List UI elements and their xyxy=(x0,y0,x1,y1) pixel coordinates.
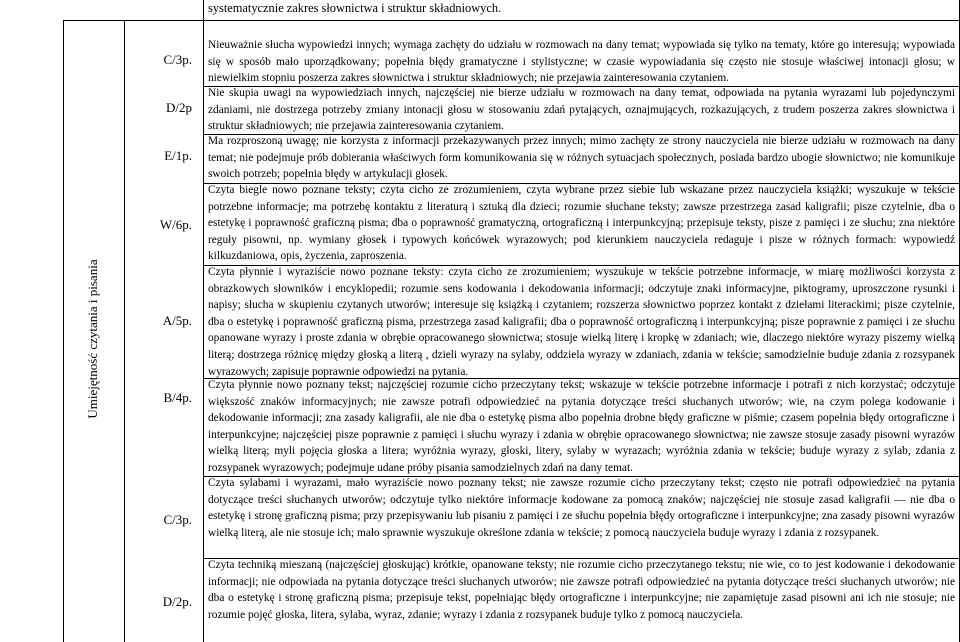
table-border xyxy=(124,20,125,642)
grade-description: Ma rozproszoną uwagę; nie korzysta z informacji przekazywanych przez innych; mimo zachęty ze strony nauczyciela nie bierze udziału w rozmowach na dany temat; nie podejmuje prób dobierania właściwych form komunikowania się w różnych sytuacjach społecznych, posiada bardzo ubogie słownictwo; nie komunikuje swoich potrzeb; popełnia błędy w artykulacji głosek. xyxy=(208,135,955,181)
grade-label: A/5p. xyxy=(162,313,192,328)
grade-description: Czyta sylabami i wyrazami, mało wyraziście nowo poznany tekst; nie zawsze rozumie cicho przeczytany tekst; często nie potrafi odpowiedzieć na pytania dotyczące treści słuchanych utworów; odczytuje tylko niektóre informacje kodowane za pomocą znaków; najczęściej nie stosuje zasad kaligrafii — nie dba o estetykę i stronę graficzną pisma; przy przepisywaniu lub pisaniu z pamięci i ze słuchu popełnia błędy ortograficzne i interpunkcyjne; zna zasady pisowni wyrazów wielką literą, ale nie stosuje ich; mało sprawnie wyszukuje określone zdania w tekście; z pomocą nauczyciela buduje wyrazy i zdania z rozsypanek. xyxy=(208,477,955,539)
grade-description: Czyta płynnie nowo poznany tekst; najczęściej rozumie cicho przeczytany tekst; wskazuje w tekście potrzebne informacje i potrafi z nich korzystać; odczytuje większość znaków informacyjnych; nie zawsze potrafi odpowiedzieć na pytania dotyczące treści słuchanych utworów; wie, na czym polega kodowanie i dekodowanie informacji; zna zasady kaligrafii, ale nie dba o estetykę pisma albo popełnia drobne błędy graficzne w piśmie; czasem popełnia błędy ortograficzne i interpunkcyjne; najczęściej pisze poprawnie z pamięci i słuchu wyrazy i zdania w obrębie opracowanego słownictwa; nie zawsze stosuje zasady pisowni wyrazów wielką literą; myli pojęcia głoska a litera; wyróżnia wyrazy, głoski, litery, sylaby w wyrazach; wyróżnia zdania w tekście; buduje wyrazy z sylab, zdania z rozsypanek wyrazowych; podejmuje udane próby pisania samodzielnych zdań na dany temat. xyxy=(208,379,955,474)
table-border xyxy=(203,0,204,642)
grade-label: W/6p. xyxy=(159,217,192,232)
grade-label: E/1p. xyxy=(164,148,192,163)
section-label-cell xyxy=(63,20,123,642)
grade-description: Czyta płynnie i wyraziście nowo poznane teksty: czyta cicho ze zrozumieniem; wyszukuje w tekście potrzebne informacje, w miarę możliwości korzysta z obrazkowych słowników i encyklopedii; rozumie sens kodowania i dekodowania informacji; odczytuje znaki informacyjne, piktogramy, uproszczone rysunki i napisy; słucha w skupieniu czytanych utworów; interesuje się książką i czytaniem; rozszerza słownictwo poprzez kontakt z dziełami literackimi; pisze czytelnie, dba o estetykę i poprawność graficzną pisma, przestrzega zasad kaligrafii; dba o poprawność ortograficzną i interpunkcyjną; pisze poprawnie z pamięci i ze słuchu opanowane wyrazy i proste zdania w obrębie opracowanego słownictwa; stosuje wielką literę i kropkę w zdaniach; wie, dlaczego niektóre wyrazy piszemy wielką literą; dostrzega różnicę między głoską a literą , dzieli wyrazy na sylaby, oddziela wyrazy w zdaniach, zdania w tekście; samodzielnie buduje zdania z rozsypanek wyrazowych; zapisuje poprawnie odpowiedzi na pytania. xyxy=(208,266,955,378)
grade-description: Nieuważnie słucha wypowiedzi innych; wymaga zachęty do udziału w rozmowach na dany temat; wypowiada się tylko na tematy, które go interesują; wypowiada się w sposób mało uporządkowany; popełnia błędy gramatyczne i stylistyczne; w czasie wypowiadania się często nie stosuje właściwej intonacji głosu; w niewielkim stopniu poszerza zakres słownictwa i struktur składniowych; nie przejawia zainteresowania czytaniem. xyxy=(208,39,955,85)
section-label: Umiejętność czytania i pisania xyxy=(85,259,100,419)
grade-label: C/3p. xyxy=(163,512,192,527)
table-border xyxy=(63,20,960,21)
grade-label: D/2p. xyxy=(162,594,192,609)
continued-text: systematycznie zakres słownictwa i struktur składniowych. xyxy=(208,1,502,15)
grade-description: Czyta biegle nowo poznane teksty; czyta cicho ze zrozumieniem, czyta wybrane przez siebie lub wskazane przez nauczyciela książki; wyszukuje w tekście potrzebne informacje; ma potrzebę kontaktu z literaturą i sztuką dla dzieci; rozumie słuchane teksty; zawsze przestrzega zasad kaligrafii; pisze czytelnie, dba o estetykę i poprawność graficzną pisma; dba o poprawność gramatyczną, ortograficzną i interpunkcyjną; przepisuje teksty, pisze z pamięci i ze słuchu; zna niektóre reguły pisowni, np. wymiany głosek i typowych końcówek wyrazowych; pod kierunkiem nauczyciela redaguje i pisze w różnych formach: wypowiedź kilkuzdaniowa, opis, życzenia, zaproszenia. xyxy=(208,184,955,263)
grade-description: Nie skupia uwagi na wypowiedziach innych, najczęściej nie bierze udziału w rozmowach na dany temat, odpowiada na pytania wyrazami lub pojedynczymi zdaniami, nie dostrzega potrzeby zmiany intonacji głosu w stosowaniu zdań pytających, oznajmujących, rozkazujących, z trudem poszerza zakres słownictwa i struktur składniowych; nie przejawia zainteresowania czytaniem. xyxy=(208,87,955,133)
grade-description: Czyta techniką mieszaną (najczęściej głoskując) krótkie, opanowane teksty; nie rozumie cicho przeczytanego tekstu; nie wie, co to jest kodowanie i dekodowanie informacji; nie odpowiada na pytania dotyczące treści słuchanych utworów; nie zawsze potrafi odpowiedzieć na pytania dotyczące treści słuchanych utworów; nie dba o estetykę i stronę graficzną pisma; przepisuje tekst, popełniając błędy ortograficzne i interpunkcyjne; nie zapamiętuje zasad pisowni ani ich nie stosuje; nie rozumie pojęć głoska, litera, sylaba, wyraz, zdanie; wyrazy i zdania z rozsypanek buduje tylko z pomocą nauczyciela. xyxy=(208,559,955,621)
grade-label: D/2p xyxy=(166,100,192,115)
grade-label: C/3p. xyxy=(163,52,192,67)
grade-label: B/4p. xyxy=(163,390,192,405)
